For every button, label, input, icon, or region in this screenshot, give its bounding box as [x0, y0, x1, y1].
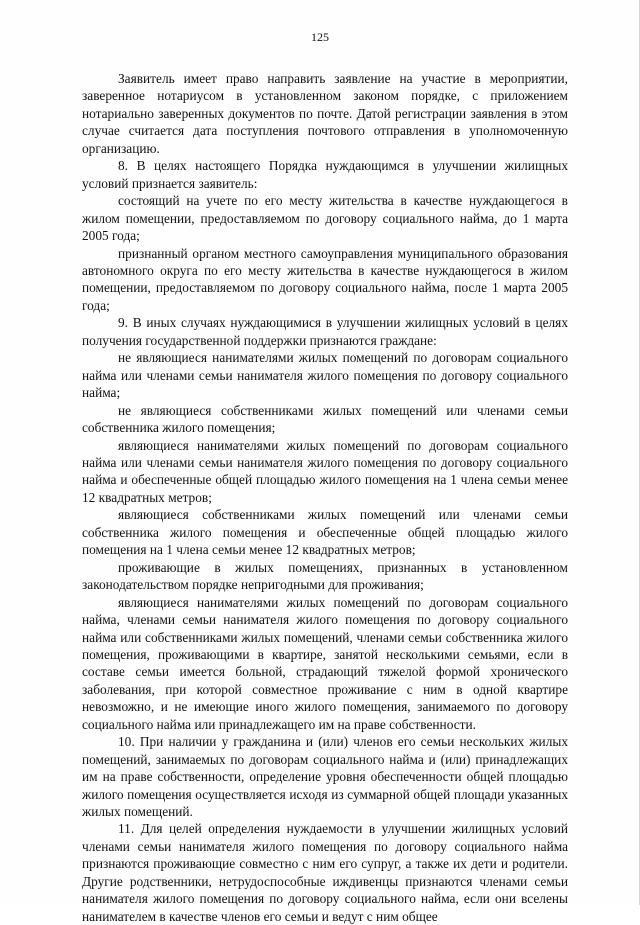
paragraph-9-owners-under-12: являющиеся собственниками жилых помещений или членами семьи собственника жилого помещения и обеспеченные общей площадью жилого помещения на 1 члена семьи менее 12 квадратных метров; — [82, 507, 568, 558]
paragraph-8-intro: 8. В целях настоящего Порядка нуждающимся в улучшении жилищных условий признается заявитель: — [82, 158, 568, 191]
paragraph-10: 10. При наличии у гражданина и (или) членов его семьи нескольких жилых помещений, занимаемых по договорам социального найма и (или) принадлежащих им на праве собственности, определение уровня обеспеченности общей площадью жилого помещения осуществляется исходя из суммарной общей площади указанных жилых помещений. — [82, 734, 568, 820]
paragraph-11: 11. Для целей определения нуждаемости в улучшении жилищных условий членами семьи нанимателя жилого помещения по договору социального найма признаются проживающие совместно с ним его супруг, а также их дети и родители. Другие родственники, нетрудоспособные иждивенцы признаются членами семьи нанимателя жилого помещения по договору социального найма, если они вселены нанимателем в качестве членов его семьи и ведут с ним общее — [82, 821, 568, 924]
paragraph-8-recognized: признанный органом местного самоуправления муниципального образования автономного округа по его месту жительства в качестве нуждающегося в жилом помещении, предоставляемом по договору социального найма, после 1 марта 2005 года; — [82, 245, 568, 313]
paragraph-9-intro: 9. В иных случаях нуждающимися в улучшении жилищных условий в целях получения государственной поддержки признаются граждане: — [82, 315, 568, 348]
paragraph-8-registered: состоящий на учете по его месту жительства в качестве нуждающегося в жилом помещении, предоставляемом по договору социального найма, до 1 марта 2005 года; — [82, 193, 568, 244]
paragraph-9-shared-apartment: являющиеся нанимателями жилых помещений по договорам социального найма, членами семьи нанимателя жилого помещения по договору социального найма или собственниками жилых помещений, членами семьи собственника жилого помещения, проживающими в квартире, занятой несколькими семьями, если в составе семьи имеется больной, страдающий тяжелой формой хронического заболевания, при которой совместное проживание с ним в одной квартире невозможно, и не имеющие иного жилого помещения, занимаемого по договору социального найма или принадлежащего им на праве собственности. — [82, 594, 568, 732]
paragraph-9-unfit-housing: проживающие в жилых помещениях, признанных в установленном законодательством порядке непригодными для проживания; — [82, 559, 568, 593]
paragraph-9-not-tenants: не являющиеся нанимателями жилых помещений по договорам социального найма или членами семьи нанимателя жилого помещения по договору социального найма; — [82, 350, 568, 401]
paragraph-9-not-owners: не являющиеся собственниками жилых помещений или членами семьи собственника жилого помещения; — [82, 402, 568, 436]
paragraph-application-by-mail: Заявитель имеет право направить заявление на участие в мероприятии, заверенное нотариусом в установленном законом порядке, с приложением нотариально заверенных документов по почте. Датой регистрации заявления в этом случае считается дата поступления почтового отправления в уполномоченную организацию. — [82, 71, 568, 156]
paragraph-9-tenants-under-12: являющиеся нанимателями жилых помещений по договорам социального найма или членами семьи нанимателя жилого помещения по договору социального найма и обеспеченные общей площадью жилого помещения на 1 члена семьи менее 12 квадратных метров; — [82, 437, 568, 505]
page-number: 125 — [311, 30, 329, 44]
document-body — [82, 70, 568, 925]
